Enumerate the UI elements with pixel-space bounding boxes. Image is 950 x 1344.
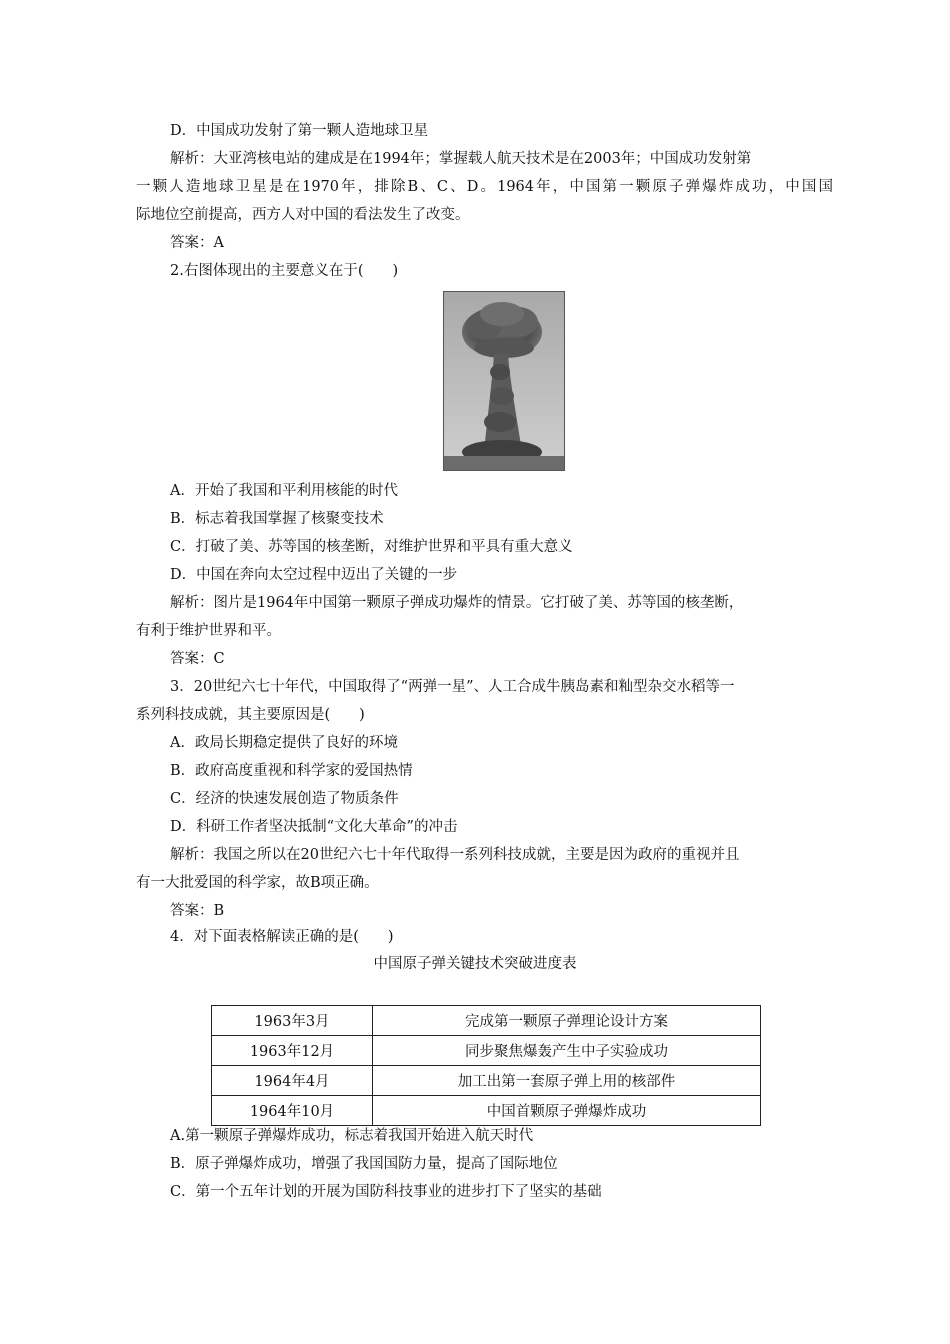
q4-stem: 4．对下面表格解读正确的是( ) bbox=[170, 929, 394, 945]
table-cell-date: 1964年4月 bbox=[212, 1066, 373, 1096]
q4-option-b: B．原子弹爆炸成功，增强了我国国防力量，提高了国际地位 bbox=[170, 1156, 558, 1172]
q3-stem-line-1: 3．20世纪六七十年代，中国取得了“两弹一星”、人工合成牛胰岛素和籼型杂交水稻等一 bbox=[170, 679, 735, 695]
q1-answer: 答案：A bbox=[170, 235, 224, 251]
q3-stem-line-2: 系列科技成就，其主要原因是( ) bbox=[136, 707, 365, 723]
q1-option-d: D．中国成功发射了第一颗人造地球卫星 bbox=[170, 123, 429, 139]
q2-option-d: D．中国在奔向太空过程中迈出了关键的一步 bbox=[170, 567, 458, 583]
table-row bbox=[212, 1066, 761, 1096]
q1-analysis-line-3: 际地位空前提高，西方人对中国的看法发生了改变。 bbox=[136, 207, 470, 223]
progress-table bbox=[211, 1005, 761, 1126]
table-cell-date: 1963年12月 bbox=[212, 1036, 373, 1066]
mushroom-cloud-photo bbox=[443, 291, 565, 471]
q3-analysis-line-1: 解析：我国之所以在20世纪六七十年代取得一系列科技成就，主要是因为政府的重视并且 bbox=[170, 847, 740, 863]
q3-option-b: B．政府高度重视和科学家的爱国热情 bbox=[170, 763, 413, 779]
q2-answer: 答案：C bbox=[170, 651, 225, 667]
table-cell-event: 中国首颗原子弹爆炸成功 bbox=[373, 1096, 761, 1126]
q2-option-c: C．打破了美、苏等国的核垄断，对维护世界和平具有重大意义 bbox=[170, 539, 573, 555]
table-row bbox=[212, 1036, 761, 1066]
q4-option-c: C．第一个五年计划的开展为国防科技事业的进步打下了坚实的基础 bbox=[170, 1184, 602, 1200]
q2-stem: 2.右图体现出的主要意义在于( ) bbox=[170, 263, 399, 279]
q2-option-a: A．开始了我国和平利用核能的时代 bbox=[170, 483, 398, 499]
table-cell-event: 同步聚焦爆轰产生中子实验成功 bbox=[373, 1036, 761, 1066]
q2-option-b: B．标志着我国掌握了核聚变技术 bbox=[170, 511, 384, 527]
q2-analysis-line-1: 解析：图片是1964年中国第一颗原子弹成功爆炸的情景。它打破了美、苏等国的核垄断， bbox=[170, 595, 744, 611]
q4-option-a: A.第一颗原子弹爆炸成功，标志着我国开始进入航天时代 bbox=[170, 1128, 534, 1144]
q3-option-a: A．政局长期稳定提供了良好的环境 bbox=[170, 735, 398, 751]
table-row bbox=[212, 1006, 761, 1036]
table-cell-event: 加工出第一套原子弹上用的核部件 bbox=[373, 1066, 761, 1096]
q1-analysis-line-2: 一颗人造地球卫星是在1970年，排除B、C、D。1964年，中国第一颗原子弹爆炸成功，中国国 bbox=[136, 179, 833, 195]
table-cell-date: 1964年10月 bbox=[212, 1096, 373, 1126]
q3-option-c: C．经济的快速发展创造了物质条件 bbox=[170, 791, 399, 807]
q3-analysis-line-2: 有一大批爱国的科学家，故B项正确。 bbox=[136, 875, 379, 891]
q4-table-title: 中国原子弹关键技术突破进度表 bbox=[373, 956, 577, 972]
table-cell-event: 完成第一颗原子弹理论设计方案 bbox=[373, 1006, 761, 1036]
table-cell-date: 1963年3月 bbox=[212, 1006, 373, 1036]
q3-option-d: D．科研工作者坚决抵制“文化大革命”的冲击 bbox=[170, 819, 458, 835]
table-row bbox=[212, 1096, 761, 1126]
q3-answer: 答案：B bbox=[170, 903, 225, 919]
q2-analysis-line-2: 有利于维护世界和平。 bbox=[136, 623, 281, 639]
mushroom-cloud-image bbox=[444, 292, 564, 470]
q1-analysis-line-1: 解析：大亚湾核电站的建成是在1994年；掌握载人航天技术是在2003年；中国成功发射第 bbox=[170, 151, 752, 167]
